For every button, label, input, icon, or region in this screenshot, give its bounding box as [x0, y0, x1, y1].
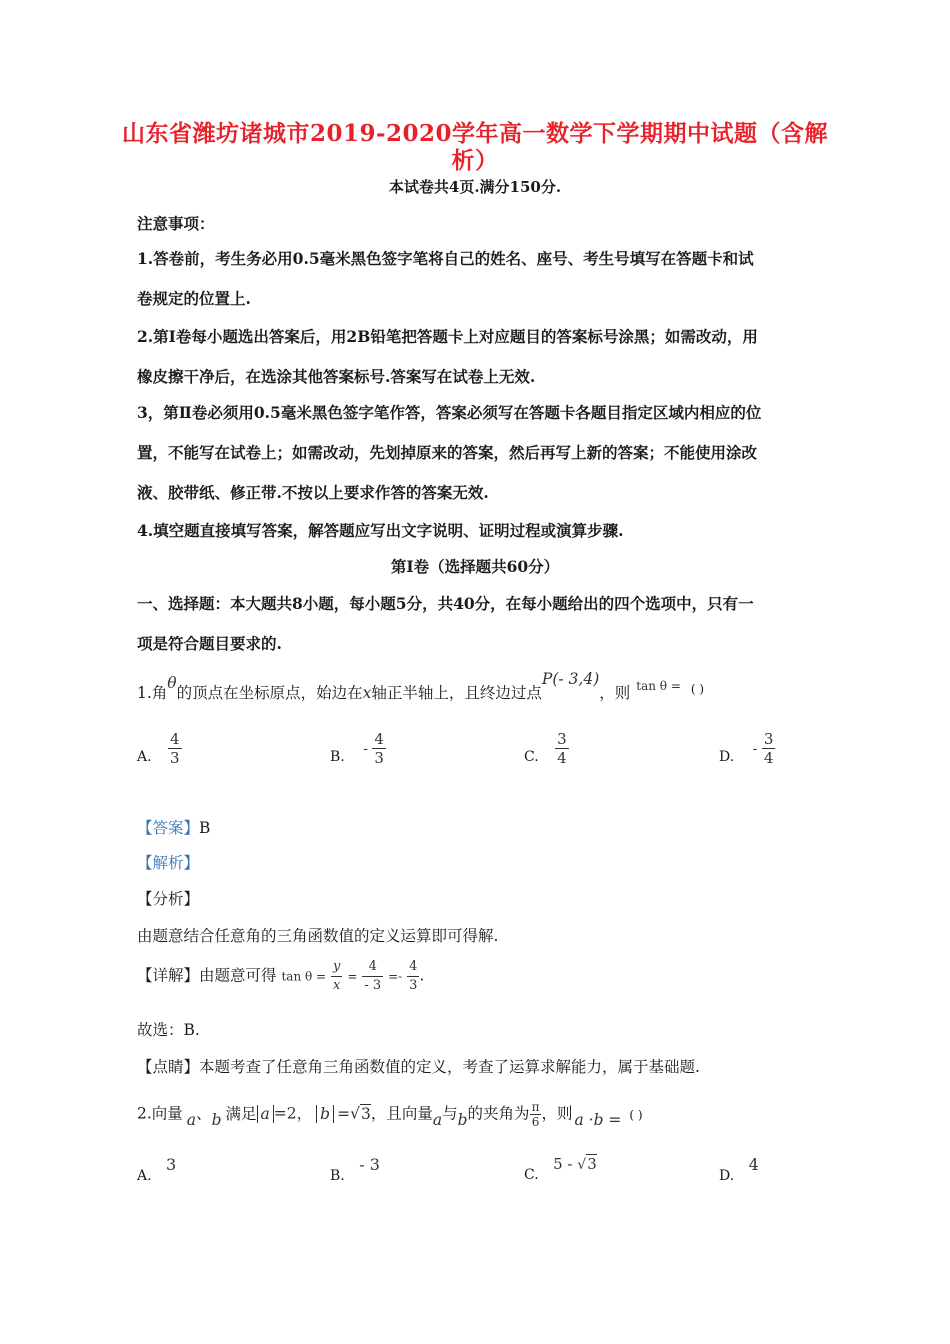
q2-text: 、 — [196, 1104, 212, 1123]
detail-frac-num: 4 — [409, 959, 418, 974]
notice-line: 4.填空题直接填写答案，解答题应写出文字说明、证明过程或演算步骤. — [137, 521, 624, 540]
detail-tan: tan θ = — [281, 969, 327, 984]
q2-answer-paren: ( ) — [629, 1107, 643, 1122]
notice-heading: 注意事项： — [137, 214, 215, 233]
q1-text: 轴正半轴上，且终边过点 — [371, 684, 542, 702]
q1-text: ，则 — [599, 684, 631, 702]
option-label: D. — [719, 1168, 735, 1184]
q1-text: 1.角 — [137, 684, 168, 702]
detail-frac-den: 3 — [409, 978, 418, 993]
q1-point: P(- 3,4) — [541, 670, 600, 688]
document-title — [120, 120, 830, 174]
option-value: 5 - — [553, 1155, 578, 1173]
q2-vector-b: b — [457, 1110, 468, 1129]
part1-instruction: 项是符合题目要求的. — [137, 634, 282, 653]
q1-x: x — [362, 684, 372, 702]
q1-fenxi-text: 由题意结合任意角的三角函数值的定义运算即可得解. — [137, 927, 499, 945]
review-tag: 【点睛】 — [137, 1058, 200, 1076]
q2-text: 2.向量 — [137, 1104, 183, 1123]
q2-text: ，且向量 — [370, 1104, 433, 1123]
q2-eq: =2， — [273, 1104, 313, 1123]
q2-angle-num: π — [531, 1100, 540, 1114]
q2-vector-a: a — [186, 1110, 197, 1129]
option-numerator: 4 — [374, 730, 384, 748]
q1-option-d — [719, 730, 775, 767]
notice-line: 置，不能写在试卷上；如需改动，先划掉原来的答案，然后再写上新的答案；不能使用涂改 — [137, 443, 758, 462]
title-line-1: 山东省潍坊诸城市2019-2020学年高一数学下学期期中试题（含解 — [121, 120, 829, 147]
option-label: A. — [137, 1168, 152, 1184]
answer-tag: 【答案】 — [137, 819, 200, 837]
notice-line: 卷规定的位置上. — [137, 289, 251, 308]
option-sqrt: 3 — [587, 1155, 597, 1173]
option-numerator: 4 — [170, 730, 180, 748]
detail-frac-num: y — [333, 959, 341, 974]
detail-frac-den: - 3 — [364, 978, 382, 993]
question-2-stem: 2.向量 a、b 满足 a =2， b =√3，且向量a与b的夹角为 $\frac{\pi}{6}$ ，则 a ·b = ( ) — [137, 1100, 643, 1129]
q2-abs-b: b — [316, 1105, 334, 1123]
q1-option-b — [330, 730, 386, 767]
q1-analysis-tag: 【解析】 — [137, 854, 200, 872]
option-numerator: 3 — [763, 730, 774, 748]
q2-vector-a: a — [432, 1110, 443, 1129]
detail-frac-num: 4 — [368, 959, 377, 974]
detail-period: . — [419, 966, 425, 985]
option-sign: - — [363, 740, 368, 757]
q1-text: 的顶点在坐标原点，始边在 — [176, 684, 363, 702]
option-value: 4 — [748, 1155, 759, 1174]
option-value: - 3 — [359, 1155, 380, 1174]
title-line-2: 析） — [451, 147, 499, 174]
q1-fenxi-tag: 【分析】 — [137, 890, 200, 908]
notice-line: 橡皮擦干净后，在选涂其他答案标号.答案写在试卷上无效. — [137, 367, 536, 386]
option-sign: - — [752, 740, 758, 757]
option-denominator: 3 — [170, 749, 180, 767]
option-numerator: 3 — [557, 730, 567, 748]
option-label: A. — [137, 748, 152, 765]
notice-line: 1.答卷前，考生务必用0.5毫米黑色签字笔将自己的姓名、座号、考生号填写在答题卡和试 — [137, 249, 754, 268]
detail-text: 由题意可得 — [199, 966, 277, 985]
q2-angle-den: 6 — [531, 1115, 540, 1129]
notice-line: 液、胶带纸、修正带.不按以上要求作答的答案无效. — [137, 483, 489, 502]
review-text: 本题考查了任意角三角函数值的定义，考查了运算求解能力，属于基础题. — [199, 1058, 700, 1076]
q1-answer-paren: ( ) — [690, 682, 705, 696]
q2-eq: = — [337, 1104, 351, 1123]
section-title: 第Ⅰ卷（选择题共60分） — [390, 557, 560, 576]
q2-vector-b: b — [211, 1110, 222, 1129]
option-denominator: 4 — [557, 749, 567, 767]
option-label: C. — [524, 748, 539, 765]
notice-line: 3，第Ⅱ卷必须用0.5毫米黑色签字笔作答，答案必须写在答题卡各题目指定区域内相应的位 — [137, 403, 762, 422]
q1-detail — [137, 958, 424, 995]
q1-option-c — [524, 730, 569, 767]
q2-option-b — [330, 1155, 380, 1184]
answer-value: B — [199, 819, 211, 837]
q2-option-d — [719, 1155, 759, 1184]
notice-line: 2.第Ⅰ卷每小题选出答案后，用2B铅笔把答题卡上对应题目的答案标号涂黑；如需改动，用 — [137, 327, 758, 346]
option-label: D. — [719, 748, 735, 765]
option-label: B. — [330, 748, 345, 765]
q1-answer — [137, 816, 210, 838]
q1-theta: θ — [167, 674, 177, 692]
q2-text: 满足 — [225, 1104, 257, 1123]
q2-abs-a: a — [257, 1105, 274, 1123]
q2-sqrt-3: 3 — [360, 1104, 371, 1123]
detail-equals: = — [347, 969, 358, 984]
exam-subtitle: 本试卷共4页.满分150分. — [388, 178, 562, 196]
option-label: B. — [330, 1168, 345, 1184]
question-1-stem — [137, 670, 705, 703]
q2-text: 与 — [442, 1104, 458, 1123]
q2-option-c: C. 5 - √3 — [524, 1155, 597, 1183]
q1-tan: tan θ = — [636, 679, 681, 693]
detail-equals-neg: =- — [388, 969, 403, 984]
q1-review — [137, 1055, 700, 1077]
part1-instruction: 一、选择题：本大题共8小题，每小题5分，共40分，在每小题给出的四个选项中，只有一 — [137, 594, 754, 613]
q2-dot-product: a ·b = — [574, 1110, 622, 1129]
detail-tag: 【详解】 — [137, 966, 200, 985]
option-value: 3 — [166, 1155, 177, 1174]
q2-option-a — [137, 1155, 177, 1184]
option-label: C. — [524, 1167, 539, 1183]
option-denominator: 3 — [374, 749, 384, 767]
q1-choose: 故选：B. — [137, 1021, 200, 1039]
q1-option-a — [137, 730, 182, 767]
q2-text: ，则 — [541, 1104, 573, 1123]
detail-frac-den: x — [333, 978, 341, 993]
option-denominator: 4 — [763, 749, 774, 767]
q2-text: 的夹角为 — [467, 1104, 530, 1123]
